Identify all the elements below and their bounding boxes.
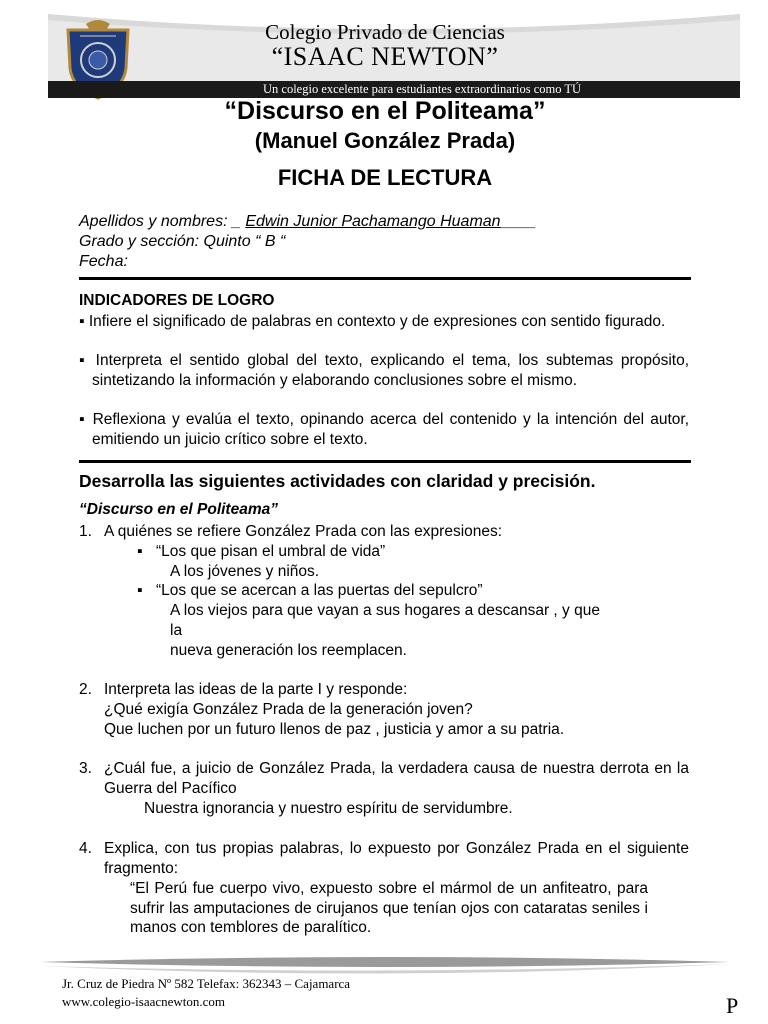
- question-1: [79, 522, 689, 542]
- question-number: 2.: [79, 681, 92, 698]
- activities-heading: Desarrolla las siguientes actividades con claridad y precisión.: [79, 471, 596, 491]
- school-name: Colegio Privado de Ciencias: [265, 20, 505, 44]
- answer-1b-line1: A los viejos para que vayan a sus hogares a descansar , y que: [170, 602, 600, 619]
- divider: [79, 277, 691, 280]
- expression-2: “Los que se acercan a las puertas del sepulcro”: [156, 582, 483, 599]
- question-text: A quiénes se refiere González Prada con las expresiones:: [104, 523, 503, 540]
- question-text: Interpreta las ideas de la parte I y responde:: [104, 681, 408, 698]
- answer-2: Que luchen por un futuro llenos de paz , justicia y amor a su patria.: [104, 721, 565, 738]
- question-text: ¿Cuál fue, a juicio de González Prada, la verdadera causa de nuestra derrota en la Guerra del Pacífico: [104, 760, 689, 797]
- name-label: Apellidos y nombres: _: [79, 213, 246, 230]
- slogan-bar: [48, 81, 740, 98]
- grade-line: Grado y sección: Quinto “ B “: [79, 233, 286, 250]
- bullet: ▪: [137, 543, 143, 560]
- indicators-heading: INDICADORES DE LOGRO: [79, 292, 275, 309]
- answer-1b-line3: nueva generación los reemplacen.: [170, 642, 407, 659]
- document-type: FICHA DE LECTURA: [277, 165, 493, 190]
- reading-subtitle: “Discurso en el Politeama”: [79, 501, 278, 518]
- slogan-text: Un colegio excelente para estudiantes extraordinarios como TÚ: [263, 82, 582, 96]
- name-trail: ____: [500, 213, 537, 230]
- footer-website: www.colegio-isaacnewton.com: [62, 994, 226, 1009]
- question-number: 4.: [79, 840, 92, 857]
- question-4: [79, 839, 689, 878]
- document-title: “Discurso en el Politeama”: [224, 97, 546, 125]
- expression-1: “Los que pisan el umbral de vida”: [156, 543, 386, 560]
- indicator-item: ▪ Infiere el significado de palabras en contexto y de expresiones con sentido figurado.: [79, 313, 666, 330]
- school-brand: “ISAAC NEWTON”: [271, 42, 499, 71]
- footer-address: Jr. Cruz de Piedra Nº 582 Telefax: 362343 – Cajamarca: [62, 976, 351, 991]
- footer-swoosh: [40, 952, 730, 978]
- page-letter: P: [726, 993, 739, 1018]
- indicator-item: ▪ Interpreta el sentido global del texto, explicando el tema, los subtemas propósito, sintetizando la información y elaborando conclusiones sobre el mismo.: [79, 352, 690, 389]
- question-2: [79, 680, 689, 700]
- question-text: Explica, con tus propias palabras, lo expuesto por González Prada en el siguiente fragmento:: [104, 840, 689, 877]
- answer-1b-line2: la: [170, 622, 183, 639]
- divider: [79, 460, 691, 463]
- answer-1a: A los jóvenes y niños.: [170, 563, 320, 580]
- bullet: ▪: [79, 313, 85, 330]
- document-author: (Manuel González Prada): [254, 128, 516, 153]
- bullet: ▪: [79, 352, 88, 369]
- date-line: Fecha:: [79, 253, 128, 270]
- bullet: ▪: [79, 411, 87, 428]
- name-value: Edwin Junior Pachamango Huaman: [245, 213, 501, 230]
- indicator-item: ▪ Reflexiona y evalúa el texto, opinando acerca del contenido y la intención del autor, emitiendo un juicio crítico sobre el texto.: [79, 411, 690, 448]
- student-name-line: [79, 213, 536, 231]
- bullet: ▪: [137, 582, 143, 599]
- answer-3: Nuestra ignorancia y nuestro espíritu de servidumbre.: [144, 800, 513, 817]
- quote-fragment: “El Perú fue cuerpo vivo, expuesto sobre el mármol de un anfiteatro, para sufrir las amputaciones de cirujanos que tenían ojos con cataratas seniles i manos con temblores de paralítico.: [130, 880, 648, 936]
- question-number: 1.: [79, 523, 92, 540]
- question-number: 3.: [79, 760, 92, 777]
- question-2-sub: ¿Qué exigía González Prada de la generación joven?: [104, 701, 473, 718]
- question-3: [79, 759, 689, 798]
